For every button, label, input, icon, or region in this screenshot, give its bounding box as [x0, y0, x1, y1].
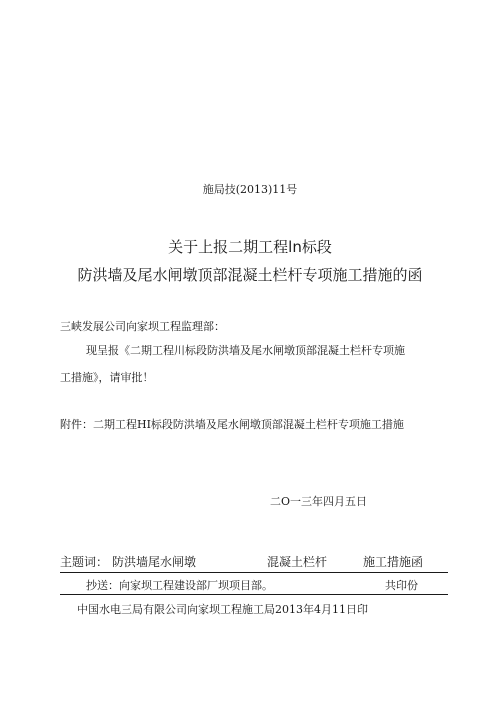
- keywords-label: 主题词：: [60, 555, 109, 569]
- copies-count: 共印份: [385, 579, 418, 592]
- document-date: 二O一三年四月五日: [270, 495, 368, 508]
- keyword-3: 施工措施函: [363, 555, 424, 569]
- document-number: 施局技(2013)11号: [202, 183, 298, 196]
- attachment-note: 附件：二期工程HI标段防洪墙及尾水闸墩顶部混凝土栏杆专项施工措施: [60, 418, 404, 431]
- recipient: 三峡发展公司向家坝工程监理部：: [60, 320, 225, 333]
- issuer-line: 中国水电三局有限公司向家坝工程施工局2013年4月11日印: [77, 603, 368, 616]
- keywords-row: [60, 553, 448, 573]
- body-text-line-2: 工措施》，请审批！: [60, 371, 154, 384]
- footer-divider: [60, 594, 448, 595]
- cc-line: 抄送：向家坝工程建设部厂坝项目部。: [86, 579, 273, 592]
- keyword-2: 混凝土栏杆: [267, 555, 328, 569]
- keyword-1: 防洪墙尾水闸墩: [112, 555, 197, 569]
- document-title-line-1: 关于上报二期工程ln标段: [168, 238, 332, 256]
- body-text-line-1: 现呈报《二期工程川标段防洪墙及尾水闸墩顶部混凝土栏杆专项施: [86, 344, 405, 357]
- document-title-line-2: 防洪墙及尾水闸墩顶部混凝土栏杆专项施工措施的函: [77, 266, 423, 284]
